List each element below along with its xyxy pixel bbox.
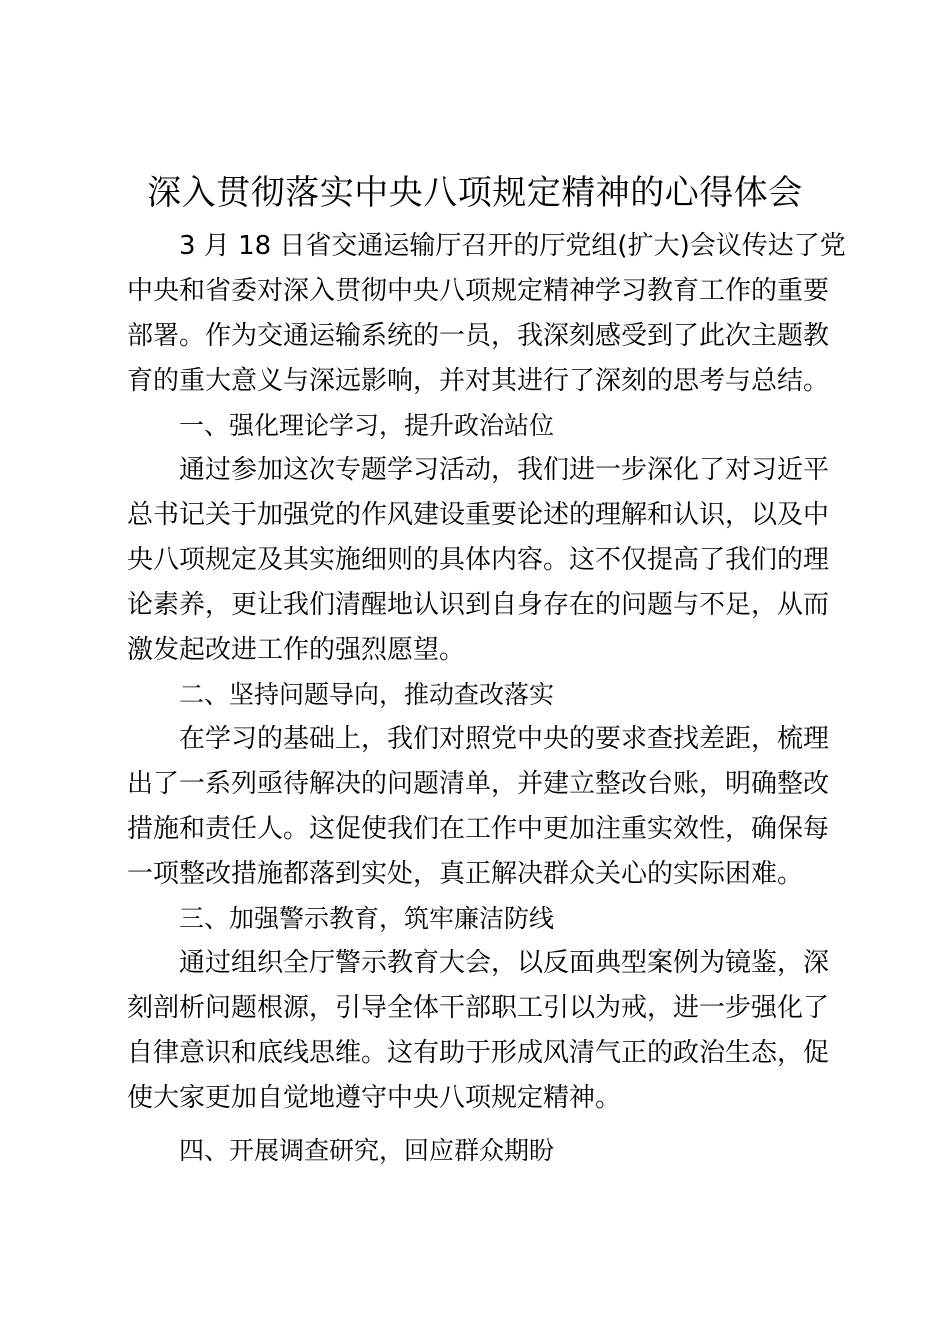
section-2: [127, 673, 830, 897]
paragraph-line: 激发起改进工作的强烈愿望。: [127, 635, 466, 665]
paragraph-line: 部署。作为交通运输系统的一员，我深刻感受到了此次主题教: [127, 321, 830, 351]
section-heading: 三、加强警示教育，筑牢廉洁防线: [179, 904, 555, 933]
document-body: [127, 224, 846, 1173]
paragraph-line: 刻剖析问题根源，引导全体干部职工引以为戒，进一步强化了: [127, 993, 830, 1023]
section-heading: 四、开展调查研究，回应群众期盼: [179, 1136, 555, 1165]
paragraph-line: 一项整改措施都落到实处，真正解决群众关心的实际困难。: [127, 859, 804, 889]
paragraph-line: 3 月 18 日省交通运输厅召开的厅党组(扩大)会议传达了党: [179, 231, 846, 261]
section-heading: 二、坚持问题导向，推动查改落实: [179, 680, 555, 709]
paragraph-line: 在学习的基础上，我们对照党中央的要求查找差距，梳理: [179, 724, 830, 754]
paragraph-line: 央八项规定及其实施细则的具体内容。这不仅提高了我们的理: [127, 545, 830, 575]
paragraph-line: 总书记关于加强党的作风建设重要论述的理解和认识，以及中: [127, 500, 830, 530]
paragraph-line: 自律意识和底线思维。这有助于形成风清气正的政治生态，促: [127, 1038, 830, 1068]
paragraph-line: 通过组织全厅警示教育大会，以反面典型案例为镜鉴，深: [179, 948, 830, 978]
paragraph-line: 通过参加这次专题学习活动，我们进一步深化了对习近平: [179, 455, 830, 485]
paragraph-line: 论素养，更让我们清醒地认识到自身存在的问题与不足，从而: [127, 590, 830, 620]
paragraph-line: 措施和责任人。这促使我们在工作中更加注重实效性，确保每: [127, 814, 830, 844]
paragraph-line: 育的重大意义与深远影响，并对其进行了深刻的思考与总结。: [127, 366, 830, 396]
paragraph-line: 出了一系列亟待解决的问题清单，并建立整改台账，明确整改: [127, 769, 830, 799]
section-heading: 一、强化理论学习，提升政治站位: [179, 411, 555, 440]
paragraph-line: 使大家更加自觉地遵守中央八项规定精神。: [127, 1083, 622, 1113]
intro-paragraph: [127, 224, 846, 404]
section-1: [127, 404, 830, 673]
document-title: 深入贯彻落实中央八项规定精神的心得体会: [147, 173, 803, 213]
section-4: [127, 1129, 827, 1173]
paragraph-line: 中央和省委对深入贯彻中央八项规定精神学习教育工作的重要: [127, 276, 830, 306]
section-3: [127, 897, 830, 1121]
